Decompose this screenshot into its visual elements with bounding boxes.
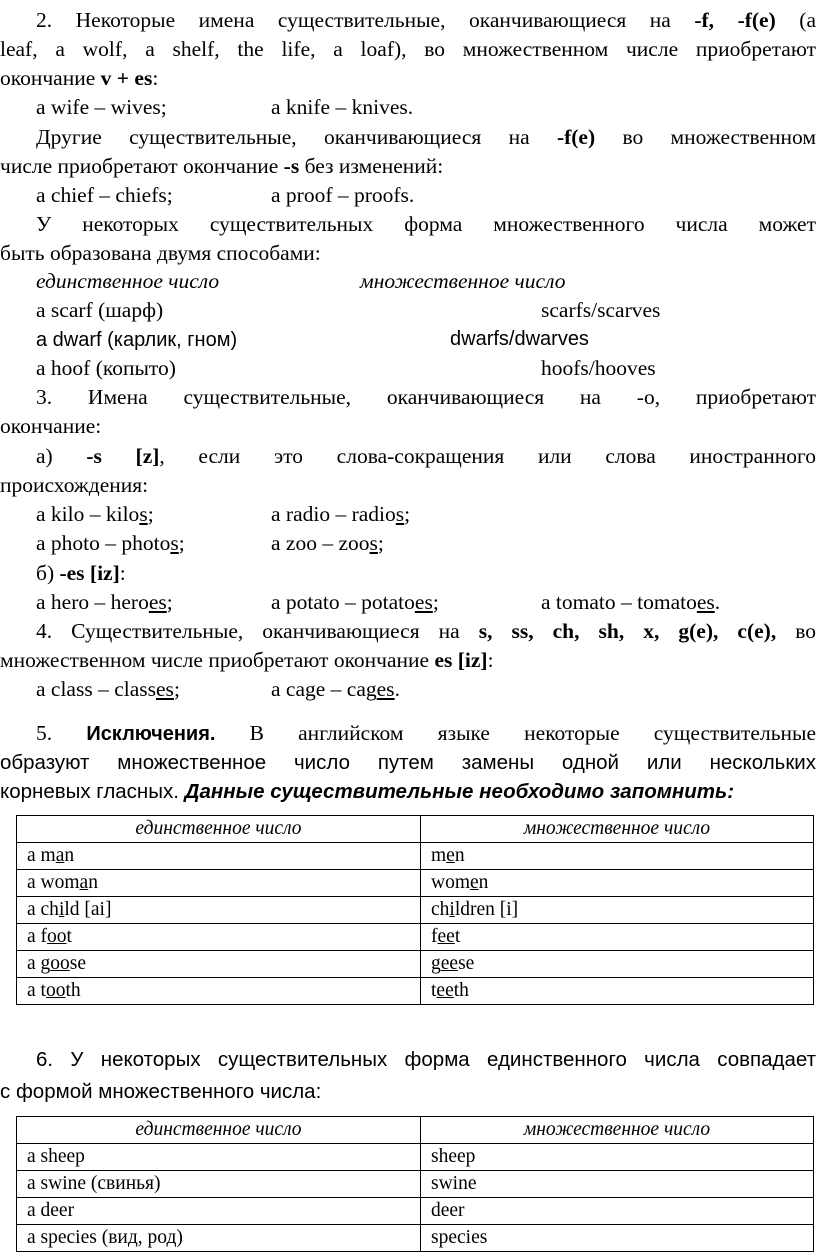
header-singular: единственное число <box>36 269 220 293</box>
table-row <box>17 870 814 897</box>
text: Исключения. <box>86 723 216 745</box>
text: 3. Имена существительные, оканчивающиеся на -o, приобретают <box>36 385 816 409</box>
p2c-row <box>36 325 816 354</box>
p3-examples <box>36 588 816 616</box>
table-row <box>17 978 814 1005</box>
table-row <box>17 897 814 924</box>
p2b-examples <box>36 181 816 209</box>
singular: a dwarf (карлик, гном) <box>36 329 238 351</box>
singular-cell: a species (вид, род) <box>17 1225 421 1252</box>
header-plural: множественное число <box>360 269 566 293</box>
same-form-plurals-table <box>16 1116 814 1252</box>
p2-examples <box>36 93 816 121</box>
p3-line2: окончание: <box>0 414 102 438</box>
text: : <box>119 561 126 585</box>
plural-cell: species <box>421 1225 814 1252</box>
table-row <box>17 924 814 951</box>
plural-cell: teeth <box>421 978 814 1005</box>
column-header: множественное число <box>421 1117 814 1144</box>
singular-cell: a child [ai] <box>17 897 421 924</box>
table-row <box>17 843 814 870</box>
text: множественном числе приобретают окончание <box>0 648 435 672</box>
plural-cell: sheep <box>421 1144 814 1171</box>
column-header: множественное число <box>421 816 814 843</box>
text: 5. <box>36 721 87 745</box>
example: a tomato – tomatoes. <box>541 590 721 614</box>
text: -f(e) <box>556 125 596 149</box>
text: v + es <box>100 66 153 90</box>
singular: a hoof (копыто) <box>36 356 176 380</box>
text: В английском языке некоторые существительные <box>215 721 816 745</box>
p2-line2: leaf, a wolf, a shelf, the life, a loaf), во множественном числе приобретают <box>0 37 816 61</box>
column-header: единственное число <box>17 1117 421 1144</box>
plural: hoofs/hooves <box>541 356 656 380</box>
example: a cage – cages. <box>271 677 400 701</box>
table-header-row <box>17 1117 814 1144</box>
text: s, ss, ch, sh, x, g(e), c(e), <box>478 619 777 643</box>
p3-examples <box>36 529 816 557</box>
plural-cell: feet <box>421 924 814 951</box>
singular: a scarf (шарф) <box>36 298 164 322</box>
p2c-row <box>36 354 816 382</box>
text: es [iz] <box>434 648 488 672</box>
table-row <box>17 1225 814 1252</box>
singular-cell: a man <box>17 843 421 870</box>
p2-line3 <box>0 64 816 92</box>
example: a class – classes; <box>36 677 180 701</box>
text: 4. Существительные, оканчивающиеся на <box>36 619 479 643</box>
example: a photo – photos; <box>36 531 185 555</box>
plural-cell: deer <box>421 1198 814 1225</box>
p2c-line2: быть образована двумя способами: <box>0 241 321 265</box>
p5-line1 <box>0 719 816 748</box>
text: , если это слова-сокращения или слова иностранного <box>159 444 816 468</box>
plural-cell: children [i] <box>421 897 814 924</box>
example: a proof – proofs. <box>271 183 415 207</box>
column-header: единственное число <box>17 816 421 843</box>
text: Другие существительные, оканчивающиеся на <box>36 125 557 149</box>
singular-cell: a foot <box>17 924 421 951</box>
singular-cell: a goose <box>17 951 421 978</box>
p2b-line1 <box>0 123 816 151</box>
p2c-line1 <box>0 210 816 238</box>
text: : <box>487 648 494 672</box>
text: : <box>152 66 159 90</box>
table-row <box>17 1144 814 1171</box>
example: a knife – knives. <box>271 95 414 119</box>
example: a radio – radios; <box>271 502 411 526</box>
text: У некоторых существительных форма множественного числа может <box>36 212 816 236</box>
text: во <box>776 619 816 643</box>
text: -es [iz] <box>59 561 120 585</box>
p5-line2: образуют множественное число путем замены одной или нескольких <box>0 751 816 774</box>
text: числе приобретают окончание <box>0 154 284 178</box>
text: -s <box>283 154 300 178</box>
p5-line3 <box>0 778 816 806</box>
irregular-plurals-table <box>16 815 814 1005</box>
singular-cell: a woman <box>17 870 421 897</box>
p4-examples <box>36 675 816 703</box>
p4-line2 <box>0 646 816 674</box>
text: окончание <box>0 66 101 90</box>
example: a wife – wives; <box>36 95 167 119</box>
p3-a-line2: происхождения: <box>0 473 149 497</box>
p3-b-line <box>36 559 816 587</box>
text: а) <box>36 444 87 468</box>
p2b-line2 <box>0 152 816 180</box>
p2-line1 <box>0 6 816 34</box>
example: a zoo – zoos; <box>271 531 384 555</box>
singular-cell: a sheep <box>17 1144 421 1171</box>
table-header-row <box>17 816 814 843</box>
p2c-header <box>36 267 816 295</box>
p3-a-line1 <box>0 442 816 470</box>
example: a hero – heroes; <box>36 590 173 614</box>
text: Данные существительные необходимо запомнить: <box>184 780 735 803</box>
plural-cell: swine <box>421 1171 814 1198</box>
plural: scarfs/scarves <box>541 298 661 322</box>
text: (a <box>775 8 816 32</box>
text: без изменений: <box>299 154 444 178</box>
plural-cell: women <box>421 870 814 897</box>
singular-cell: a tooth <box>17 978 421 1005</box>
singular-cell: a swine (свинья) <box>17 1171 421 1198</box>
text: во множественном <box>595 125 816 149</box>
text: -f, -f(e) <box>694 8 776 32</box>
plural: dwarfs/dwarves <box>450 328 589 350</box>
text: корневых гласных. <box>0 780 185 803</box>
text: 6. У некоторых существительных форма единственного числа совпадает <box>36 1048 816 1071</box>
p6-line1 <box>0 1046 816 1074</box>
text: б) <box>36 561 60 585</box>
p3-line1 <box>0 383 816 411</box>
text: 2. Некоторые имена существительные, оканчивающиеся на <box>36 8 695 32</box>
table-row <box>17 951 814 978</box>
p6-line2: с формой множественного числа: <box>0 1080 322 1103</box>
table-row <box>17 1171 814 1198</box>
p4-line1 <box>0 617 816 645</box>
text: -s [z] <box>86 444 160 468</box>
plural-cell: geese <box>421 951 814 978</box>
p3-examples <box>36 500 816 528</box>
example: a kilo – kilos; <box>36 502 154 526</box>
example: a chief – chiefs; <box>36 183 173 207</box>
singular-cell: a deer <box>17 1198 421 1225</box>
example: a potato – potatoes; <box>271 590 439 614</box>
table-row <box>17 1198 814 1225</box>
plural-cell: men <box>421 843 814 870</box>
p2c-row <box>36 296 816 324</box>
